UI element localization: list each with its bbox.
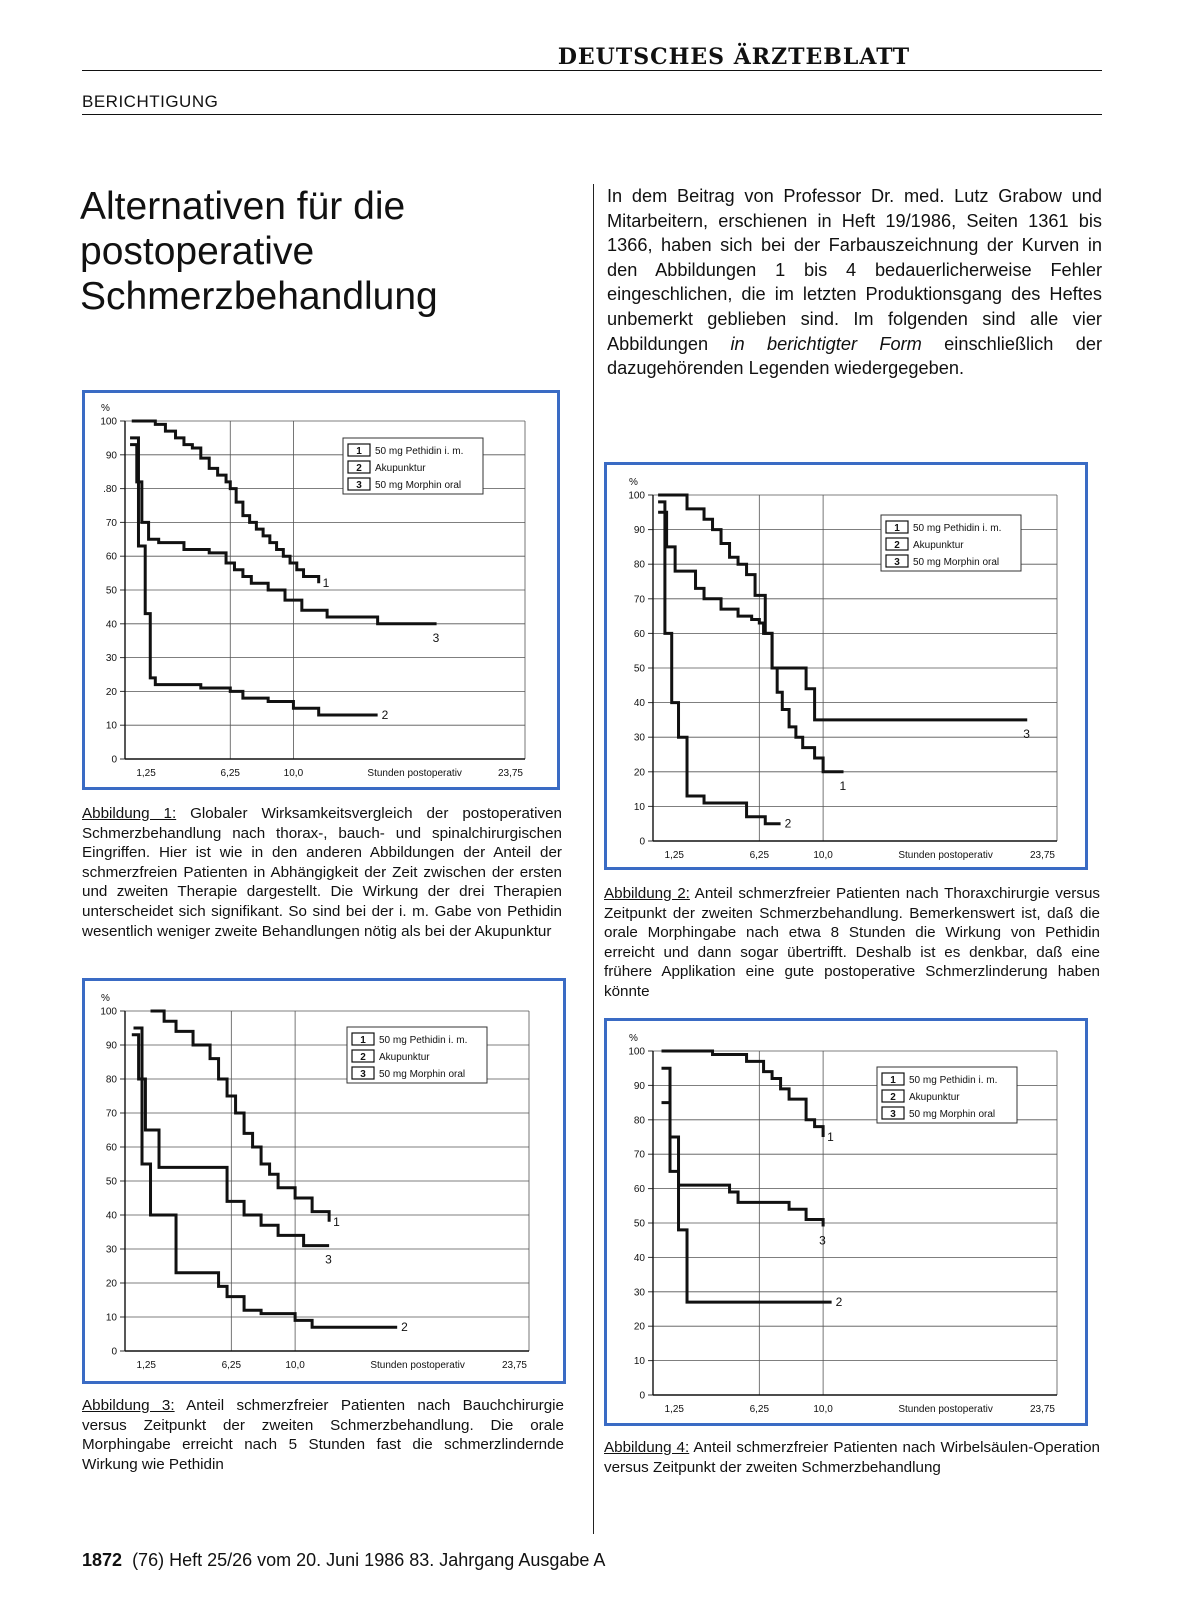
x-axis-label: Stunden postoperativ xyxy=(370,1360,465,1371)
series-end-label: 3 xyxy=(432,630,440,645)
y-tick-label: 60 xyxy=(105,1142,117,1154)
y-tick-label: 20 xyxy=(105,1278,117,1290)
y-tick-label: 70 xyxy=(633,1149,645,1161)
legend-label: 50 mg Morphin oral xyxy=(913,557,1000,568)
series-3-line xyxy=(662,1068,824,1226)
caption-text: Anteil schmerzfreier Patienten nach Wirbelsäulen-Operation versus Zeitpunkt der zweiten Schmerzbehandlung xyxy=(604,1439,1101,1476)
series-end-label: 3 xyxy=(819,1233,826,1248)
y-tick-label: 60 xyxy=(633,628,645,640)
legend-label: 50 mg Pethidin i. m. xyxy=(375,446,464,457)
column-divider xyxy=(593,184,594,1534)
figure-2-chart xyxy=(607,465,1085,867)
y-tick-label: 30 xyxy=(633,732,645,744)
masthead: DEUTSCHES ÄRZTEBLATT xyxy=(557,44,911,70)
caption-label: Abbildung 1: xyxy=(82,805,177,822)
y-axis-unit: % xyxy=(629,1033,638,1044)
legend-label: 50 mg Pethidin i. m. xyxy=(379,1035,468,1046)
y-tick-label: 10 xyxy=(633,801,645,813)
caption-3 xyxy=(82,1396,564,1474)
section-rule xyxy=(82,114,1102,115)
x-tick-label: 23,75 xyxy=(497,768,523,779)
y-tick-label: 0 xyxy=(111,1346,117,1358)
article-title xyxy=(80,184,520,319)
caption-label: Abbildung 3: xyxy=(82,1397,175,1414)
title-line: postoperative xyxy=(80,230,315,273)
legend-label: Akupunktur xyxy=(375,463,426,474)
y-tick-label: 50 xyxy=(105,585,117,597)
caption-text: Anteil schmerzfreier Patienten nach Thoraxchirurgie versus Zeitpunkt der zweiten Schmerzbehandlung. Bemerkenswert ist, daß die orale Morphingabe nach etwa 8 Stunden die Wirkung von Pethidin erreicht und dann sogar übertrifft. Deshalb ist es denkbar, daß eine frühere Applikation eine gute postoperative Schmerzlinderung haben könnte xyxy=(604,885,1100,1000)
x-tick-label: 6,25 xyxy=(749,1404,770,1415)
figure-4 xyxy=(604,1018,1088,1426)
section-label: BERICHTIGUNG xyxy=(82,92,219,111)
x-tick-label: 1,25 xyxy=(136,1360,156,1371)
y-axis-unit: % xyxy=(101,403,110,414)
caption-1 xyxy=(82,804,562,941)
legend-key: 1 xyxy=(356,446,362,457)
title-line: Alternativen für die xyxy=(80,185,406,228)
intro-text: In dem Beitrag von Professor Dr. med. Lutz Grabow und Mitarbeitern, erschienen in Heft 19/1986, Seiten 1361 bis 1366, haben sich bei der Farbauszeichnung der Kurven in den Abbildungen 1 bis 4 bedauerlicherweise Fehler eingeschlichen, die im letzten Produktionsgang des Heftes unbemerkt geblieben sind. Im folgenden sind alle vier Abbildungen xyxy=(607,186,1102,354)
legend-label: Akupunktur xyxy=(379,1052,430,1063)
masthead-rule xyxy=(82,70,1102,71)
page-footer xyxy=(82,1550,605,1571)
legend-key: 1 xyxy=(890,1075,896,1086)
legend-key: 2 xyxy=(894,540,900,551)
y-tick-label: 0 xyxy=(639,1390,645,1402)
caption-label: Abbildung 4: xyxy=(604,1439,690,1456)
x-tick-label: 23,75 xyxy=(501,1360,527,1371)
series-end-label: 2 xyxy=(381,708,389,723)
legend-label: 50 mg Morphin oral xyxy=(379,1069,466,1080)
y-tick-label: 90 xyxy=(105,1040,117,1052)
series-end-label: 1 xyxy=(827,1130,834,1144)
x-tick-label: 1,25 xyxy=(136,768,156,779)
legend-key: 3 xyxy=(894,557,900,568)
y-tick-label: 80 xyxy=(633,1115,645,1127)
x-axis-label: Stunden postoperativ xyxy=(367,768,462,779)
legend-key: 2 xyxy=(890,1092,896,1103)
legend-label: Akupunktur xyxy=(913,540,964,551)
y-tick-label: 70 xyxy=(105,517,117,529)
legend-label: 50 mg Morphin oral xyxy=(375,480,462,491)
x-tick-label: 10,0 xyxy=(813,1404,833,1415)
y-tick-label: 70 xyxy=(105,1108,117,1120)
series-end-label: 2 xyxy=(835,1295,843,1310)
figure-3 xyxy=(82,978,566,1384)
legend-label: 50 mg Pethidin i. m. xyxy=(913,523,1002,534)
x-axis-label: Stunden postoperativ xyxy=(898,1404,993,1415)
y-tick-label: .80 xyxy=(103,484,117,496)
y-tick-label: 30 xyxy=(105,653,117,665)
y-tick-label: 30 xyxy=(633,1287,645,1299)
x-tick-label: 6,25 xyxy=(749,850,770,861)
series-end-label: 1 xyxy=(322,576,330,591)
series-1-line xyxy=(151,1011,330,1222)
y-tick-label: 90 xyxy=(633,525,645,537)
caption-label: Abbildung 2: xyxy=(604,885,690,902)
x-tick-label: 10,0 xyxy=(283,768,304,779)
series-end-label: 1 xyxy=(839,778,847,793)
figure-4-chart xyxy=(607,1021,1085,1423)
figure-2 xyxy=(604,462,1088,870)
x-tick-label: 10,0 xyxy=(285,1360,305,1371)
title-line: Schmerzbehandlung xyxy=(80,275,438,318)
series-end-label: 2 xyxy=(401,1320,408,1335)
y-tick-label: 90 xyxy=(633,1080,645,1092)
legend-key: 3 xyxy=(360,1069,366,1080)
series-1-line xyxy=(662,1051,824,1137)
figure-1-chart xyxy=(85,393,557,787)
x-tick-label: 1,25 xyxy=(664,850,684,861)
y-tick-label: 20 xyxy=(633,1321,645,1333)
caption-2 xyxy=(604,884,1100,1002)
intro-italic: in berichtigter Form xyxy=(730,333,922,354)
y-tick-label: 30 xyxy=(105,1244,117,1256)
y-tick-label: 40 xyxy=(633,1252,645,1264)
page-number: 1872 xyxy=(82,1550,123,1570)
legend-key: 2 xyxy=(356,463,362,474)
y-axis-unit: % xyxy=(101,993,110,1004)
y-tick-label: 100 xyxy=(628,1046,645,1058)
y-tick-label: 50 xyxy=(105,1176,117,1188)
legend-key: 3 xyxy=(356,480,362,491)
y-tick-label: 60 xyxy=(633,1184,645,1196)
y-tick-label: 10 xyxy=(105,1312,117,1324)
y-tick-label: 90 xyxy=(105,450,117,462)
caption-text: Anteil schmerzfreier Patienten nach Bauchchirurgie versus Zeitpunkt der zweiten Schmerzbehandlung. Die orale Morphingabe erreicht nach 5 Stunden fast die schmerzlindernde Wirkung wie Pethidin xyxy=(82,1397,564,1473)
legend-key: 2 xyxy=(360,1052,366,1063)
series-2-line xyxy=(130,438,378,715)
x-tick-label: 10,0 xyxy=(813,850,833,861)
y-tick-label: 50 xyxy=(633,1218,645,1230)
y-tick-label: 70 xyxy=(633,594,645,606)
legend-label: 50 mg Morphin oral xyxy=(909,1109,996,1120)
legend-key: 3 xyxy=(890,1109,896,1120)
x-tick-label: 6,25 xyxy=(221,1360,242,1371)
intro-text-end: einschließlich der dazugehörenden Legenden wiedergegeben. xyxy=(607,333,1103,379)
intro-paragraph xyxy=(607,184,1102,381)
caption-text: Globaler Wirksamkeitsvergleich der postoperativen Schmerzbehandlung nach thorax-, bauch- und spinalchirurgischen Eingriffen. Hier ist wie in den anderen Abbildungen der Anteil der schmerzfreien Patienten in Abhängigkeit der Zeit zwischen der ersten und zweiten Therapie dargestellt. Die Wirkung der drei Therapien unterscheidet sich signifikant. So sind bei der i. m. Gabe von Pethidin wesentlich weniger zweite Behandlungen nötig als bei der Akupunktur xyxy=(82,805,562,940)
x-tick-label: 1,25 xyxy=(664,1404,684,1415)
y-tick-label: 40 xyxy=(105,1210,117,1222)
x-tick-label: 23,75 xyxy=(1029,850,1055,861)
y-tick-label: 20 xyxy=(105,686,117,698)
x-tick-label: 6,25 xyxy=(220,768,240,779)
y-tick-label: 100 xyxy=(100,1006,117,1018)
series-end-label: 3 xyxy=(1023,726,1030,741)
y-tick-label: 80 xyxy=(633,559,645,571)
y-tick-label: 100 xyxy=(628,490,645,502)
figure-1 xyxy=(82,390,560,790)
y-tick-label: 40 xyxy=(105,619,117,631)
y-tick-label: 10 xyxy=(633,1356,645,1368)
y-tick-label: 0 xyxy=(111,754,117,766)
series-end-label: 3 xyxy=(325,1252,332,1267)
x-tick-label: 23,75 xyxy=(1029,1404,1055,1415)
series-end-label: 1 xyxy=(333,1214,340,1229)
y-tick-label: 10 xyxy=(105,720,117,732)
legend-label: 50 mg Pethidin i. m. xyxy=(909,1075,998,1086)
y-axis-unit: % xyxy=(629,477,638,488)
y-tick-label: 0 xyxy=(639,836,645,848)
series-end-label: 2 xyxy=(784,816,792,831)
y-tick-label: 100 xyxy=(100,416,117,428)
y-tick-label: 50 xyxy=(633,663,645,675)
y-tick-label: 60 xyxy=(105,551,117,563)
y-tick-label: 80 xyxy=(105,1074,117,1086)
caption-4 xyxy=(604,1438,1100,1477)
figure-3-chart xyxy=(85,981,563,1381)
legend-key: 1 xyxy=(360,1035,366,1046)
legend-label: Akupunktur xyxy=(909,1092,960,1103)
legend-key: 1 xyxy=(894,523,900,534)
y-tick-label: 20 xyxy=(633,767,645,779)
issue-info: (76) Heft 25/26 vom 20. Juni 1986 83. Jahrgang Ausgabe A xyxy=(132,1550,606,1570)
y-tick-label: 40 xyxy=(633,698,645,710)
x-axis-label: Stunden postoperativ xyxy=(898,850,993,861)
